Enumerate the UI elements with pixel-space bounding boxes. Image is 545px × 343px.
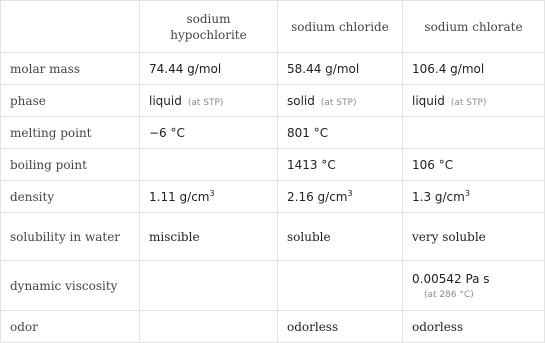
condition-note: (at STP) bbox=[320, 97, 357, 108]
cell-value: soluble bbox=[278, 213, 403, 261]
cell-value bbox=[140, 149, 278, 181]
cell-value bbox=[140, 85, 278, 117]
row-label-phase: phase bbox=[1, 85, 140, 117]
corner-cell bbox=[1, 1, 140, 53]
column-header-sodium-hypochlorite: sodium hypochlorite bbox=[140, 1, 278, 53]
table-row bbox=[1, 261, 545, 311]
row-label-molar-mass: molar mass bbox=[1, 53, 140, 85]
table-row bbox=[1, 311, 545, 343]
cell-value bbox=[140, 261, 278, 311]
phase-value: liquid bbox=[412, 93, 445, 108]
table-row bbox=[1, 117, 545, 149]
cell-value: −6 °C bbox=[140, 117, 278, 149]
cell-value bbox=[403, 117, 545, 149]
cell-value bbox=[278, 181, 403, 213]
density-value: 1.3 g/cm bbox=[412, 189, 465, 204]
cell-value: odorless bbox=[403, 311, 545, 343]
condition-note: (at STP) bbox=[450, 97, 487, 108]
header-row bbox=[1, 1, 545, 53]
density-value: 2.16 g/cm bbox=[287, 189, 348, 204]
unit-exponent: 3 bbox=[464, 188, 470, 198]
row-label-dynamic-viscosity: dynamic viscosity bbox=[1, 261, 140, 311]
row-label-density: density bbox=[1, 181, 140, 213]
density-value: 1.11 g/cm bbox=[149, 189, 210, 204]
table-row bbox=[1, 213, 545, 261]
phase-value: liquid bbox=[149, 93, 182, 108]
cell-value: miscible bbox=[140, 213, 278, 261]
condition-note: (at STP) bbox=[187, 97, 224, 108]
unit-exponent: 3 bbox=[347, 188, 353, 198]
cell-value: odorless bbox=[278, 311, 403, 343]
condition-note: (at 286 °C) bbox=[424, 289, 474, 300]
phase-value: solid bbox=[287, 93, 315, 108]
row-label-odor: odor bbox=[1, 311, 140, 343]
cell-value bbox=[278, 85, 403, 117]
cell-value: 58.44 g/mol bbox=[278, 53, 403, 85]
cell-value bbox=[278, 261, 403, 311]
cell-value: 106.4 g/mol bbox=[403, 53, 545, 85]
column-header-sodium-chloride: sodium chloride bbox=[278, 1, 403, 53]
cell-value bbox=[403, 181, 545, 213]
cell-value: 74.44 g/mol bbox=[140, 53, 278, 85]
cell-value: 106 °C bbox=[403, 149, 545, 181]
table-row bbox=[1, 149, 545, 181]
table-row bbox=[1, 85, 545, 117]
cell-value: 1413 °C bbox=[278, 149, 403, 181]
cell-value bbox=[140, 181, 278, 213]
column-header-sodium-chlorate: sodium chlorate bbox=[403, 1, 545, 53]
cell-value bbox=[403, 85, 545, 117]
table-row bbox=[1, 181, 545, 213]
table-row bbox=[1, 53, 545, 85]
cell-value bbox=[403, 261, 545, 311]
row-label-boiling-point: boiling point bbox=[1, 149, 140, 181]
row-label-solubility: solubility in water bbox=[1, 213, 140, 261]
viscosity-value: 0.00542 Pa s bbox=[412, 271, 490, 286]
cell-value: very soluble bbox=[403, 213, 545, 261]
row-label-melting-point: melting point bbox=[1, 117, 140, 149]
cell-value: 801 °C bbox=[278, 117, 403, 149]
unit-exponent: 3 bbox=[209, 188, 215, 198]
cell-value bbox=[140, 311, 278, 343]
